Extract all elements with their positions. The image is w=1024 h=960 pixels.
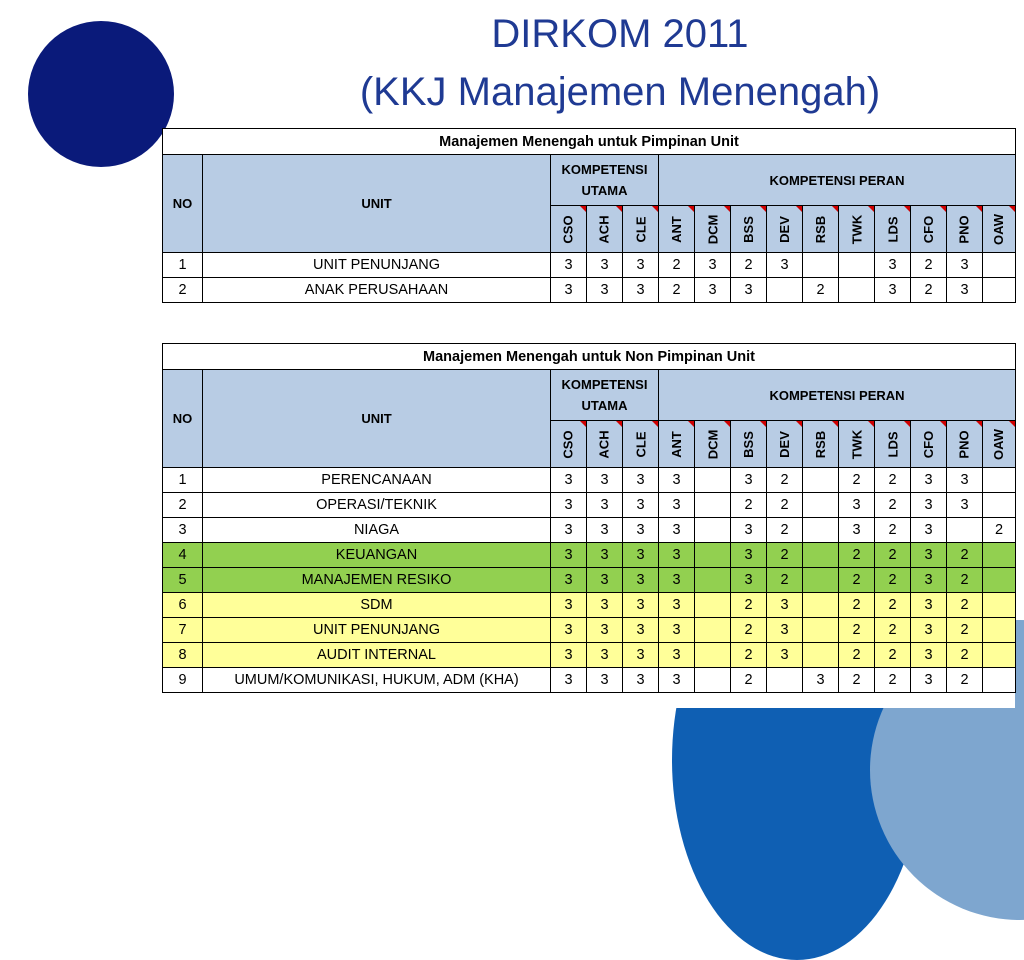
competency-value: [695, 643, 731, 668]
competency-code-label: RSB: [812, 430, 828, 458]
competency-value: 3: [623, 468, 659, 493]
competency-code-header: [695, 206, 731, 253]
table-row: [163, 253, 1016, 278]
competency-value: 3: [551, 518, 587, 543]
header-row: [163, 155, 1016, 206]
competency-value: [983, 618, 1016, 643]
competency-value: [803, 253, 839, 278]
unit-name: ANAK PERUSAHAAN: [203, 278, 551, 303]
competency-value: [803, 643, 839, 668]
competency-value: 3: [911, 668, 947, 693]
competency-value: 2: [731, 593, 767, 618]
competency-value: [695, 543, 731, 568]
competency-value: 2: [875, 593, 911, 618]
competency-value: 3: [659, 593, 695, 618]
competency-value: 2: [803, 278, 839, 303]
header-row: [163, 370, 1016, 421]
competency-value: 3: [623, 518, 659, 543]
competency-value: 3: [587, 518, 623, 543]
competency-value: 2: [731, 668, 767, 693]
unit-name: MANAJEMEN RESIKO: [203, 568, 551, 593]
table-row: [163, 643, 1016, 668]
competency-value: 3: [659, 543, 695, 568]
competency-value: [695, 618, 731, 643]
competency-value: 3: [587, 568, 623, 593]
competency-value: 3: [695, 278, 731, 303]
competency-value: 3: [659, 568, 695, 593]
table-row: [163, 618, 1016, 643]
unit-header: UNIT: [203, 370, 551, 468]
competency-value: 3: [803, 668, 839, 693]
competency-value: 3: [551, 618, 587, 643]
competency-value: 3: [551, 543, 587, 568]
competency-code-header: [875, 421, 911, 468]
competency-code-header: [731, 421, 767, 468]
competency-code-header: [803, 421, 839, 468]
competency-code-label: LDS: [885, 216, 900, 242]
competency-value: 2: [983, 518, 1016, 543]
competency-value: [803, 543, 839, 568]
kompetensi-utama-header: KOMPETENSI UTAMA: [551, 370, 659, 421]
row-number: 5: [163, 568, 203, 593]
competency-value: 2: [947, 543, 983, 568]
competency-value: 3: [587, 668, 623, 693]
table-row: [163, 493, 1016, 518]
competency-value: 3: [551, 643, 587, 668]
section-title: Manajemen Menengah untuk Non Pimpinan Unit: [163, 344, 1016, 370]
competency-value: 2: [875, 543, 911, 568]
competency-value: 3: [623, 618, 659, 643]
competency-value: 3: [551, 593, 587, 618]
row-number: 7: [163, 618, 203, 643]
competency-value: 3: [875, 278, 911, 303]
competency-code-label: BSS: [740, 430, 756, 458]
competency-value: 2: [731, 618, 767, 643]
competency-code-label: DCM: [704, 214, 720, 244]
competency-code-header: [947, 206, 983, 253]
unit-name: UNIT PENUNJANG: [203, 618, 551, 643]
competency-value: 2: [839, 643, 875, 668]
competency-value: 3: [731, 518, 767, 543]
competency-value: 3: [623, 278, 659, 303]
competency-value: [983, 278, 1016, 303]
no-header: NO: [163, 370, 203, 468]
competency-value: 3: [551, 568, 587, 593]
competency-value: 3: [731, 543, 767, 568]
competency-code-header: [803, 206, 839, 253]
competency-code-label: OAW: [991, 213, 1007, 245]
competency-value: 3: [659, 518, 695, 543]
competency-value: 2: [767, 518, 803, 543]
competency-code-header: [875, 206, 911, 253]
competency-value: 3: [551, 668, 587, 693]
competency-value: 2: [875, 643, 911, 668]
competency-value: [695, 668, 731, 693]
competency-value: 3: [551, 278, 587, 303]
unit-name: OPERASI/TEKNIK: [203, 493, 551, 518]
competency-code-label: LDS: [885, 431, 900, 457]
competency-value: 3: [911, 593, 947, 618]
competency-value: 2: [731, 643, 767, 668]
table-row: [163, 518, 1016, 543]
row-number: 2: [163, 278, 203, 303]
competency-value: 2: [767, 468, 803, 493]
competency-code-label: BSS: [740, 215, 756, 243]
competency-value: [983, 593, 1016, 618]
competency-value: [803, 618, 839, 643]
competency-code-label: DEV: [776, 430, 792, 458]
competency-value: 2: [875, 518, 911, 543]
competency-value: 3: [767, 618, 803, 643]
competency-value: 2: [911, 253, 947, 278]
competency-value: 3: [587, 618, 623, 643]
competency-value: 3: [659, 468, 695, 493]
competency-value: 2: [875, 618, 911, 643]
competency-code-label: CFO: [920, 430, 936, 458]
competency-value: 3: [587, 643, 623, 668]
competency-value: 2: [659, 278, 695, 303]
table-row: [163, 568, 1016, 593]
competency-value: 2: [839, 618, 875, 643]
competency-value: 3: [587, 253, 623, 278]
competency-code-header: [731, 206, 767, 253]
competency-value: 2: [947, 618, 983, 643]
competency-value: 3: [659, 643, 695, 668]
competency-value: 3: [587, 493, 623, 518]
row-number: 1: [163, 468, 203, 493]
competency-value: 2: [875, 568, 911, 593]
unit-name: PERENCANAAN: [203, 468, 551, 493]
competency-value: 3: [623, 668, 659, 693]
competency-value: [803, 593, 839, 618]
row-number: 9: [163, 668, 203, 693]
competency-code-label: CFO: [920, 215, 936, 243]
competency-value: [767, 668, 803, 693]
row-number: 8: [163, 643, 203, 668]
competency-value: 3: [767, 643, 803, 668]
competency-value: 2: [947, 568, 983, 593]
competency-value: 3: [551, 493, 587, 518]
competency-value: [695, 593, 731, 618]
competency-code-header: [695, 421, 731, 468]
competency-value: [983, 568, 1016, 593]
competency-value: 3: [551, 468, 587, 493]
kompetensi-utama-header: KOMPETENSI UTAMA: [551, 155, 659, 206]
competency-value: 2: [911, 278, 947, 303]
table-row: [163, 543, 1016, 568]
competency-value: 3: [623, 643, 659, 668]
section-title: Manajemen Menengah untuk Pimpinan Unit: [163, 129, 1016, 155]
competency-table: [162, 128, 1016, 693]
competency-value: 3: [623, 593, 659, 618]
row-number: 2: [163, 493, 203, 518]
competency-value: 3: [623, 568, 659, 593]
competency-value: [767, 278, 803, 303]
no-header: NO: [163, 155, 203, 253]
competency-value: [983, 668, 1016, 693]
competency-code-label: PNO: [956, 214, 972, 244]
competency-value: [839, 278, 875, 303]
competency-code-label: CLE: [633, 216, 648, 242]
competency-value: [695, 493, 731, 518]
competency-value: 3: [587, 278, 623, 303]
competency-value: 3: [731, 278, 767, 303]
competency-value: 3: [947, 493, 983, 518]
competency-value: 2: [731, 253, 767, 278]
competency-code-header: [659, 421, 695, 468]
unit-name: UMUM/KOMUNIKASI, HUKUM, ADM (KHA): [203, 668, 551, 693]
competency-value: 3: [695, 253, 731, 278]
competency-code-header: [983, 421, 1016, 468]
competency-code-label: CLE: [633, 431, 648, 457]
competency-code-header: [623, 421, 659, 468]
decorative-circle-navy: [28, 21, 174, 167]
competency-value: 3: [911, 468, 947, 493]
table-row: [163, 593, 1016, 618]
competency-value: 2: [839, 543, 875, 568]
competency-value: [803, 493, 839, 518]
competency-value: 3: [767, 253, 803, 278]
competency-code-label: TWK: [848, 214, 864, 244]
competency-value: 2: [731, 493, 767, 518]
competency-code-label: DEV: [776, 215, 792, 243]
unit-name: SDM: [203, 593, 551, 618]
section-title-row: [163, 344, 1016, 370]
competency-value: 3: [731, 468, 767, 493]
competency-code-header: [911, 421, 947, 468]
competency-value: 2: [839, 468, 875, 493]
competency-value: 3: [911, 493, 947, 518]
competency-value: [983, 253, 1016, 278]
competency-value: 3: [587, 468, 623, 493]
unit-name: NIAGA: [203, 518, 551, 543]
competency-code-header: [767, 206, 803, 253]
table-row: [163, 278, 1016, 303]
unit-name: UNIT PENUNJANG: [203, 253, 551, 278]
competency-code-label: ACH: [596, 214, 612, 244]
competency-value: 2: [875, 493, 911, 518]
slide-subtitle: (KKJ Manajemen Menengah): [359, 70, 881, 114]
kompetensi-peran-header: KOMPETENSI PERAN: [659, 370, 1016, 421]
slide-title: DIRKOM 2011: [491, 12, 749, 56]
row-number: 4: [163, 543, 203, 568]
competency-value: 3: [947, 468, 983, 493]
competency-value: 3: [947, 253, 983, 278]
competency-value: [983, 543, 1016, 568]
table-row: [163, 668, 1016, 693]
competency-value: 3: [875, 253, 911, 278]
competency-code-header: [659, 206, 695, 253]
competency-value: 3: [731, 568, 767, 593]
competency-value: 3: [623, 493, 659, 518]
competency-value: 3: [587, 543, 623, 568]
competency-code-label: CSO: [560, 429, 576, 459]
competency-value: 2: [839, 593, 875, 618]
row-number: 1: [163, 253, 203, 278]
competency-value: [695, 568, 731, 593]
competency-code-header: [587, 421, 623, 468]
section-spacer: [163, 303, 1016, 344]
competency-value: 2: [875, 468, 911, 493]
competency-code-label: TWK: [848, 429, 864, 459]
competency-value: [803, 568, 839, 593]
competency-value: 3: [659, 493, 695, 518]
competency-value: [803, 518, 839, 543]
competency-value: 3: [587, 593, 623, 618]
competency-value: 3: [911, 518, 947, 543]
competency-value: [695, 468, 731, 493]
competency-code-header: [551, 206, 587, 253]
competency-code-header: [911, 206, 947, 253]
kompetensi-peran-header: KOMPETENSI PERAN: [659, 155, 1016, 206]
competency-value: 3: [659, 668, 695, 693]
competency-value: 3: [767, 593, 803, 618]
competency-value: 2: [767, 493, 803, 518]
competency-code-label: ACH: [596, 429, 612, 459]
competency-value: [947, 518, 983, 543]
competency-value: 2: [659, 253, 695, 278]
competency-value: 3: [911, 543, 947, 568]
competency-code-header: [767, 421, 803, 468]
competency-value: 2: [767, 568, 803, 593]
competency-code-label: RSB: [812, 215, 828, 243]
competency-value: 3: [911, 618, 947, 643]
competency-value: 3: [839, 493, 875, 518]
competency-code-header: [551, 421, 587, 468]
section-title-row: [163, 129, 1016, 155]
competency-value: 3: [839, 518, 875, 543]
competency-value: 3: [623, 253, 659, 278]
competency-value: [983, 468, 1016, 493]
spacer-cell: [163, 303, 1016, 344]
competency-spreadsheet: [162, 128, 1015, 708]
competency-value: [983, 493, 1016, 518]
competency-code-label: CSO: [560, 214, 576, 244]
competency-value: 2: [839, 568, 875, 593]
competency-value: 2: [767, 543, 803, 568]
row-number: 6: [163, 593, 203, 618]
competency-value: 3: [659, 618, 695, 643]
competency-code-label: DCM: [704, 429, 720, 459]
competency-value: [803, 468, 839, 493]
row-number: 3: [163, 518, 203, 543]
competency-code-header: [623, 206, 659, 253]
competency-value: 3: [551, 253, 587, 278]
competency-value: [983, 643, 1016, 668]
competency-value: 2: [839, 668, 875, 693]
competency-code-label: ANT: [669, 430, 684, 458]
unit-name: KEUANGAN: [203, 543, 551, 568]
competency-value: 2: [947, 593, 983, 618]
competency-value: 3: [911, 643, 947, 668]
competency-value: [839, 253, 875, 278]
competency-code-header: [983, 206, 1016, 253]
unit-name: AUDIT INTERNAL: [203, 643, 551, 668]
competency-value: 3: [623, 543, 659, 568]
competency-value: [695, 518, 731, 543]
competency-value: 3: [947, 278, 983, 303]
table-row: [163, 468, 1016, 493]
competency-code-label: ANT: [669, 215, 684, 243]
competency-code-header: [947, 421, 983, 468]
competency-value: 2: [875, 668, 911, 693]
competency-code-header: [839, 206, 875, 253]
unit-header: UNIT: [203, 155, 551, 253]
competency-code-header: [587, 206, 623, 253]
competency-value: 2: [947, 668, 983, 693]
competency-code-header: [839, 421, 875, 468]
competency-code-label: PNO: [956, 429, 972, 459]
competency-value: 3: [911, 568, 947, 593]
competency-code-label: OAW: [991, 428, 1007, 460]
competency-value: 2: [947, 643, 983, 668]
